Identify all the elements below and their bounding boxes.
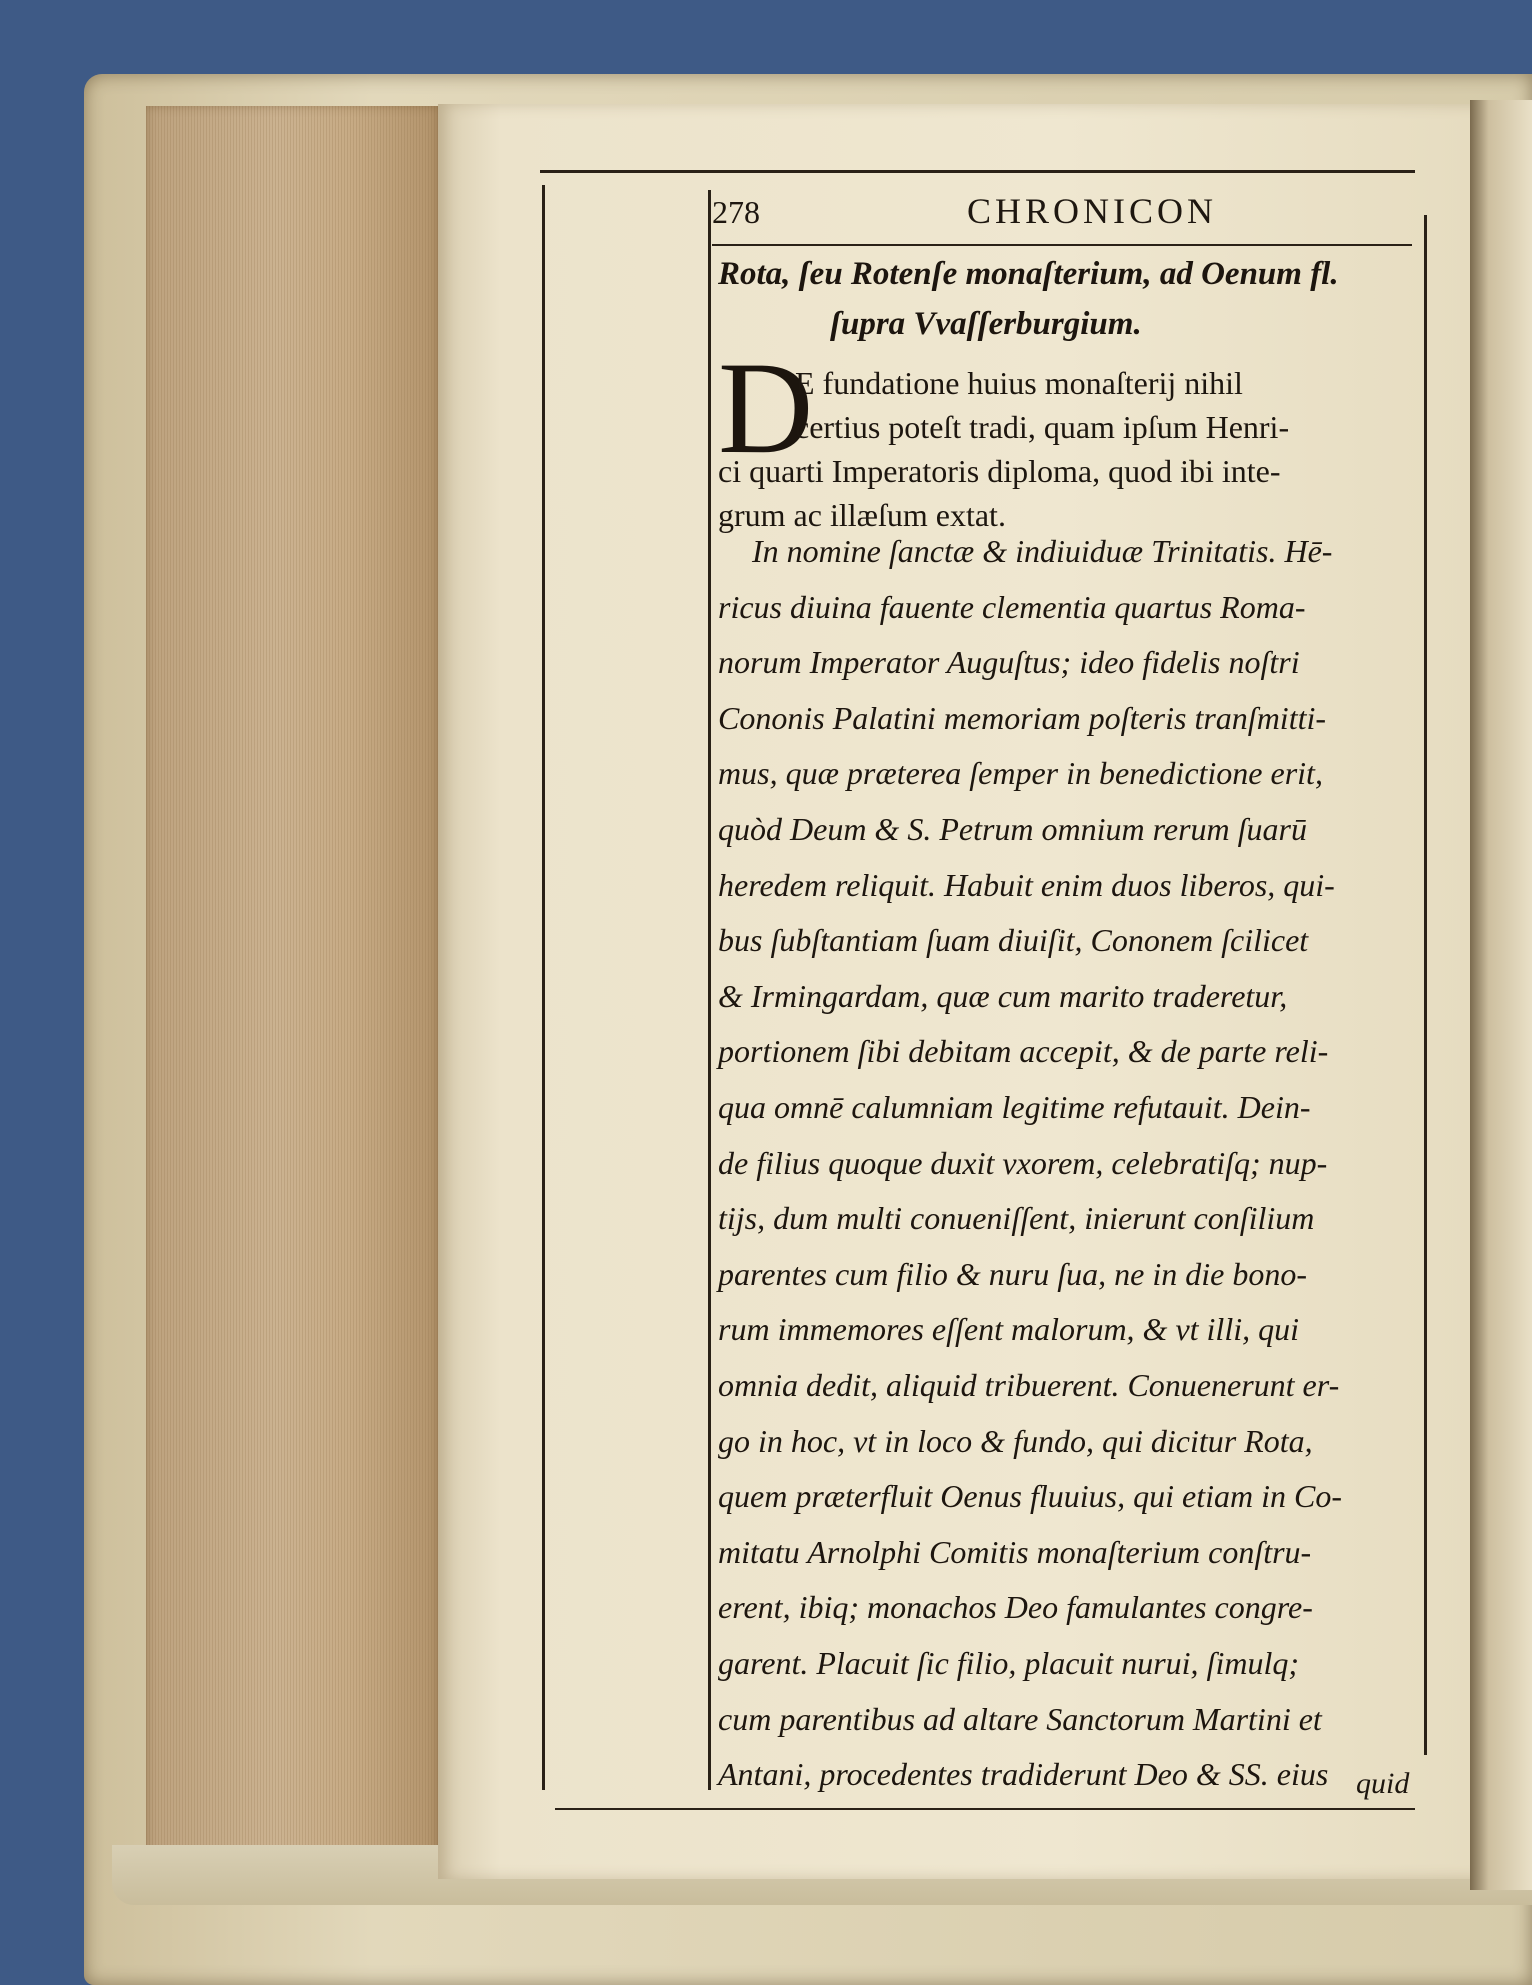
- diploma-line: quem præterfluit Oenus fluuius, qui etiam in Co-: [718, 1478, 1342, 1515]
- diploma-line: tijs, dum multi conueniſſent, inierunt conſilium: [718, 1200, 1315, 1237]
- diploma-line: de filius quoque duxit vxorem, celebratiſq; nup-: [718, 1144, 1328, 1181]
- diploma-line: bus ſubſtantiam ſuam diuiſit, Cononem ſcilicet: [718, 922, 1309, 959]
- drop-capital: D: [718, 334, 814, 481]
- diploma-line: mitatu Arnolphi Comitis monaſterium conſtru-: [718, 1533, 1312, 1570]
- header-rule: [712, 244, 1412, 246]
- diploma-line: Antani, procedentes tradiderunt Deo & SS. eius: [718, 1756, 1329, 1793]
- diploma-line: go in hoc, vt in loco & fundo, qui dicitur Rota,: [718, 1422, 1313, 1459]
- diploma-line: heredem reliquit. Habuit enim duos liberos, qui-: [718, 866, 1335, 903]
- section-title-line-2: ſupra Vvaſſerburgium.: [830, 306, 1142, 342]
- intro-line: certius poteſt tradi, quam ipſum Henri-: [795, 409, 1290, 445]
- diploma-line: qua omnē calumniam legitime refutauit. Dein-: [718, 1089, 1311, 1125]
- diploma-line: quòd Deum & S. Petrum omnium rerum ſuarū: [718, 811, 1307, 847]
- diploma-line: mus, quæ præterea ſemper in benedictione erit,: [718, 755, 1323, 792]
- left-outer-rule: [542, 185, 545, 1790]
- running-title: CHRONICON: [967, 191, 1218, 231]
- intro-line: grum ac illæſum extat.: [718, 497, 1006, 533]
- diploma-line: parentes cum filio & nuru ſua, ne in die bono-: [718, 1255, 1307, 1292]
- diploma-line: omnia dedit, aliquid tribuerent. Conuenerunt er-: [718, 1367, 1340, 1403]
- page-header: [712, 190, 1412, 240]
- diploma-line: portionem ſibi debitam accepit, & de parte reli-: [718, 1033, 1329, 1070]
- diploma-line: garent. Placuit ſic filio, placuit nurui, ſimulq;: [718, 1645, 1299, 1681]
- left-inner-rule: [708, 190, 711, 1790]
- diploma-line: In nomine ſanctæ & indiuiduæ Trinitatis. Hē-: [752, 533, 1333, 569]
- diploma-line: & Irmingardam, quæ cum marito traderetur,: [718, 977, 1288, 1014]
- diploma-line: erent, ibiq; monachos Deo famulantes congre-: [718, 1589, 1313, 1626]
- diploma-line: Cononis Palatini memoriam poſteris tranſmitti-: [718, 699, 1327, 736]
- diploma-line: ricus diuina fauente clementia quartus Roma-: [718, 588, 1306, 625]
- top-outer-rule: [540, 170, 1415, 173]
- diploma-line: rum immemores eſſent malorum, & vt illi, qui: [718, 1311, 1299, 1348]
- bottom-rule: [555, 1808, 1415, 1810]
- catchword: quid: [1356, 1767, 1410, 1800]
- page-number: 278: [712, 194, 760, 230]
- diploma-line: norum Imperator Auguſtus; ideo fidelis noſtri: [718, 644, 1300, 681]
- intro-line: E fundatione huius monaſterij nihil: [795, 365, 1243, 401]
- section-title-line-1: Rota, ſeu Rotenſe monaſterium, ad Oenum fl.: [718, 256, 1339, 292]
- diploma-line: cum parentibus ad altare Sanctorum Martini et: [718, 1700, 1322, 1737]
- book-gutter: [1470, 100, 1532, 1890]
- page-edges: [146, 106, 438, 1861]
- intro-line: ci quarti Imperatoris diploma, quod ibi inte-: [718, 453, 1281, 489]
